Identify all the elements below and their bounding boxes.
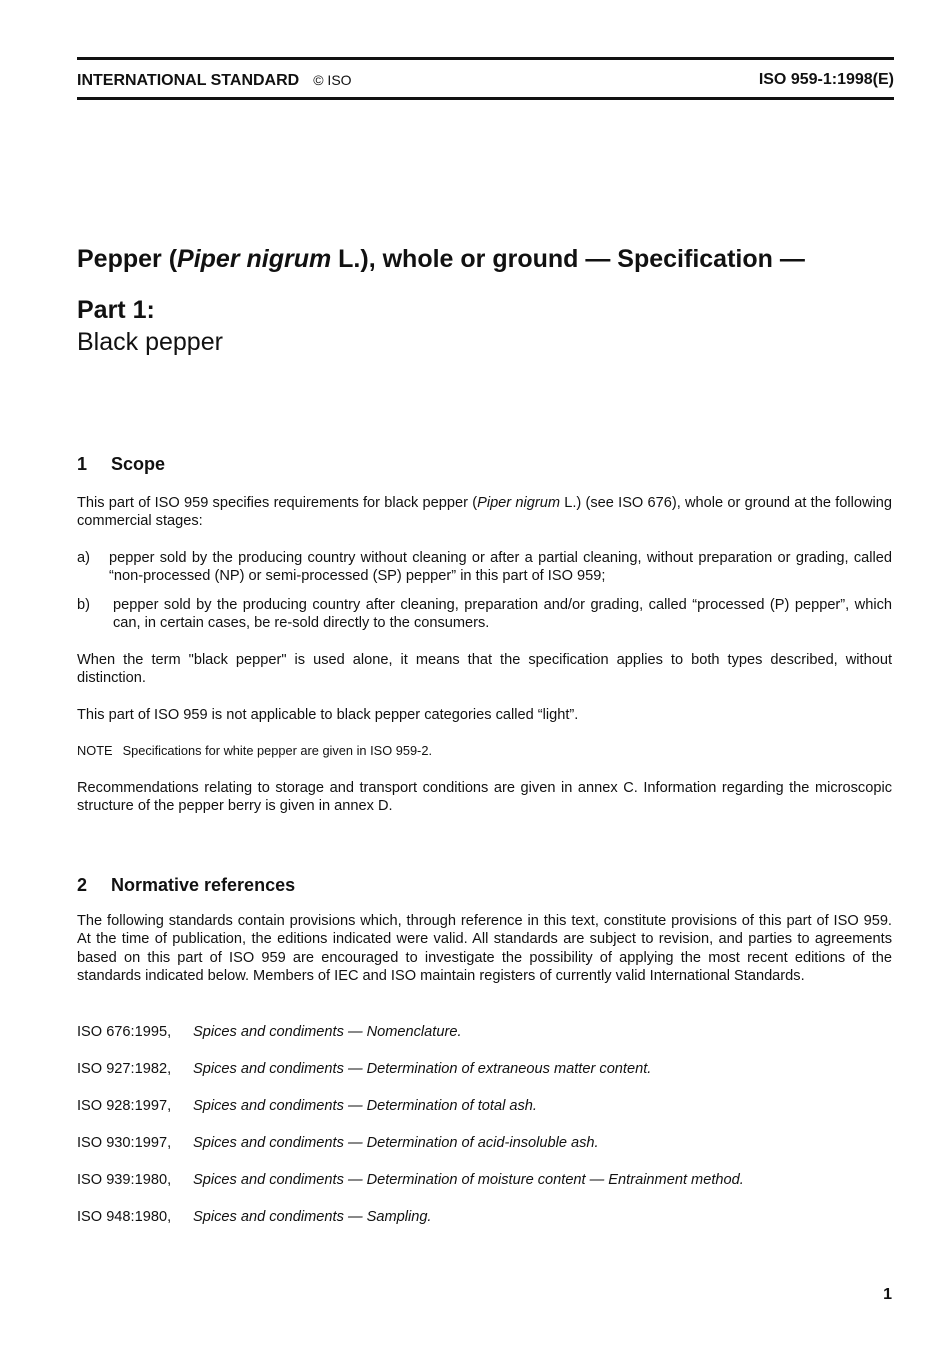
reference-item: ISO 676:1995, Spices and condiments — Nomenclature. xyxy=(77,1024,462,1040)
reference-item: ISO 928:1997, Spices and condiments — Determination of total ash. xyxy=(77,1098,537,1114)
list-item: b) pepper sold by the producing country after cleaning, preparation and/or grading, called “processed (P) pepper”, which can, in certain cases, be re-sold directly to the consumers. xyxy=(77,597,892,632)
document-subtitle: Black pepper xyxy=(77,328,223,356)
header-standard-type: INTERNATIONAL STANDARD © ISO xyxy=(77,72,352,89)
header-copyright: © ISO xyxy=(313,72,352,88)
reference-item: ISO 927:1982, Spices and condiments — Determination of extraneous matter content. xyxy=(77,1061,652,1077)
header-document-id: ISO 959-1:1998(E) xyxy=(758,71,894,88)
document-title: Pepper (Piper nigrum L.), whole or ground — Specification — xyxy=(77,245,805,273)
normative-intro: The following standards contain provisions which, through reference in this text, constitute provisions of this part of ISO 959. At the time of publication, the editions indicated were valid. All standards are subject to revision, and parties to agreements based on this part of ISO 959 are encouraged to investigate the possibility of applying the most recent editions of the standards indicated below. Members of IEC and ISO maintain registers of currently valid International Standards. xyxy=(77,913,892,984)
section-1-heading: 1 Scope xyxy=(77,454,166,474)
scope-note: NOTE Specifications for white pepper are given in ISO 959-2. xyxy=(77,743,432,758)
part-label: Part 1: xyxy=(77,296,155,324)
list-item: a) pepper sold by the producing country without cleaning or after a partial cleaning, without preparation or grading, called “non-processed (NP) or semi-processed (SP) pepper” in this part of ISO 959; xyxy=(77,550,892,585)
reference-item: ISO 939:1980, Spices and condiments — Determination of moisture content — Entrainment method. xyxy=(77,1172,744,1188)
scope-paragraph: Recommendations relating to storage and transport conditions are given in annex C. Information regarding the microscopic structure of the pepper berry is given in annex D. xyxy=(77,780,892,815)
scope-intro: This part of ISO 959 specifies requirements for black pepper (Piper nigrum L.) (see ISO 676), whole or ground at the following commercial stages: xyxy=(77,495,892,530)
section-2-heading: 2 Normative references xyxy=(77,875,296,895)
scope-paragraph: This part of ISO 959 is not applicable to black pepper categories called “light”. xyxy=(77,707,579,723)
page-number: 1 xyxy=(883,1286,892,1303)
reference-item: ISO 948:1980, Spices and condiments — Sampling. xyxy=(77,1209,432,1225)
running-header xyxy=(77,70,894,90)
reference-item: ISO 930:1997, Spices and condiments — Determination of acid-insoluble ash. xyxy=(77,1135,599,1151)
header-bottom-rule xyxy=(77,97,894,100)
scope-paragraph: When the term "black pepper" is used alone, it means that the specification applies to both types described, without distinction. xyxy=(77,652,892,687)
header-top-rule xyxy=(77,57,894,60)
